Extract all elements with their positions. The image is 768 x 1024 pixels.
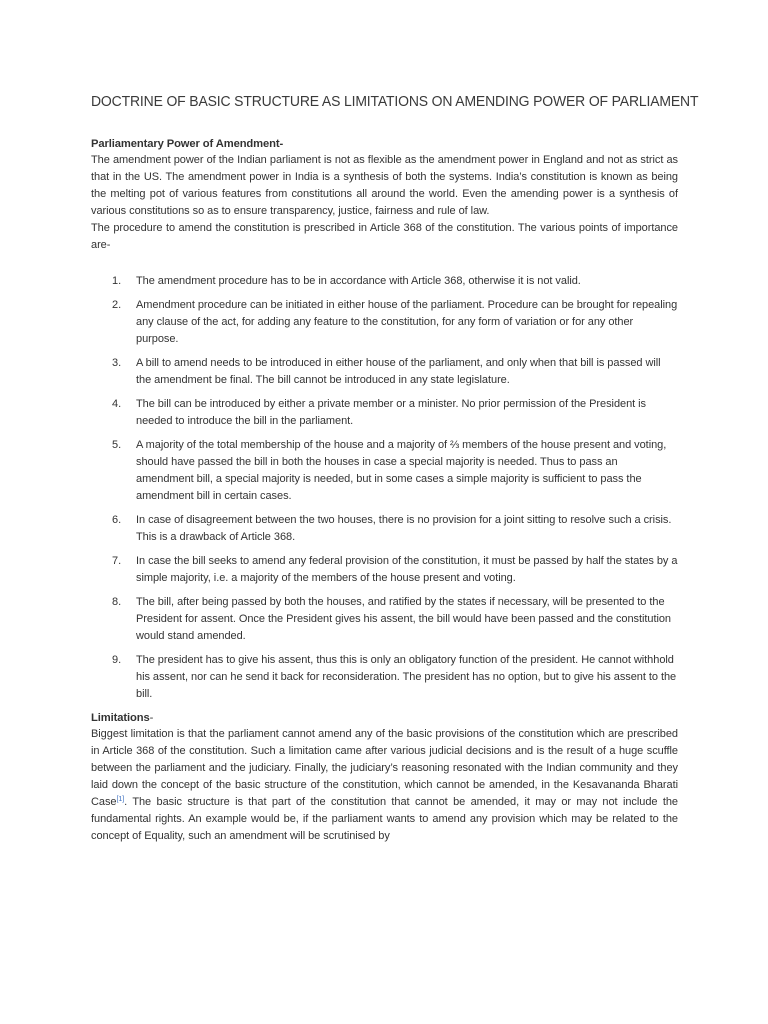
list-item-text: The bill can be introduced by either a private member or a minister. No prior permission of the President is needed to introduce the bill in the parliament.: [136, 398, 647, 427]
list-item-text: A bill to amend needs to be introduced in either house of the parliament, and only when that bill is passed will the amendment be final. The bill cannot be introduced in any state legislature.: [136, 357, 661, 386]
limitations-text-part2: . The basic structure is that part of the constitution that cannot be amended, it may or may not include the fundamental rights. An example would be, if the parliament wants to amend any provision which may be related to the concept of Equality, such an amendment will be scrutinised by: [91, 796, 678, 842]
list-item-number: 5.: [112, 439, 122, 451]
paragraph-procedure: The procedure to amend the constitution is prescribed in Article 368 of the constitution. The various points of importance are-: [91, 222, 678, 251]
limitations-heading-text: Limitations: [91, 712, 150, 724]
list-item: [91, 594, 678, 645]
list-item: [91, 355, 678, 389]
list-item: [91, 396, 678, 430]
list-item-text: The president has to give his assent, thus this is only an obligatory function of the president. He cannot withhold his assent, nor can he send it back for reconsideration. The president has no option, but to give his assent to the bill.: [136, 654, 677, 700]
limitations-text-part1: Biggest limitation is that the parliament cannot amend any of the basic provisions of the constitution which are prescribed in Article 368 of the constitution. Such a limitation came after various judicial decisions and is the result of a huge scuffle between the parliament and the judiciary. Finally, the judiciary’s reasoning resonated with the Indian community and they laid down the concept of the basic structure of the constitution, which cannot be amended, in the Kesavananda Bharati Case: [91, 728, 678, 808]
list-item-number: 6.: [112, 514, 122, 526]
document-title: DOCTRINE OF BASIC STRUCTURE AS LIMITATIONS ON AMENDING POWER OF PARLIAMENT: [91, 94, 699, 110]
list-item: [91, 652, 678, 703]
document-page: [91, 93, 699, 845]
points-list: [91, 273, 678, 703]
list-item-number: 1.: [112, 275, 122, 287]
section-heading-limitations: [91, 710, 678, 726]
list-item-number: 9.: [112, 654, 122, 666]
list-item-number: 7.: [112, 555, 122, 567]
list-item: [91, 512, 678, 546]
list-item: [91, 553, 678, 587]
list-item: [91, 297, 678, 348]
paragraph-amendment-power: The amendment power of the Indian parliament is not as flexible as the amendment power in England and not as strict as that in the US. The amendment power in India is a synthesis of both the systems. India’s constitution is known as being the melting pot of various features from constitutions all around the world. Even the amending power is a synthesis of various constitutions so as to ensure transparency, justice, fairness and rule of law.: [91, 154, 678, 217]
list-item: [91, 437, 678, 505]
paragraph-limitations: [91, 726, 678, 845]
list-item-text: In case the bill seeks to amend any federal provision of the constitution, it must be passed by half the states by a simple majority, i.e. a majority of the members of the house present and voting.: [136, 555, 678, 584]
section-heading-amendment-power: Parliamentary Power of Amendment-: [91, 138, 284, 150]
list-item-number: 4.: [112, 398, 122, 410]
footnote-reference-link[interactable]: [1]: [116, 796, 125, 803]
limitations-heading-suffix: -: [149, 712, 154, 724]
list-item-number: 3.: [112, 357, 122, 369]
list-item-number: 8.: [112, 596, 122, 608]
list-item-text: A majority of the total membership of the house and a majority of ⅔ members of the house present and voting, should have passed the bill in both the houses in case a special majority is needed. Thus to pass an amendment bill, a special majority is needed, but in some cases a simple majority is sufficient to pass the amendment bill in certain cases.: [136, 439, 667, 502]
list-item-text: In case of disagreement between the two houses, there is no provision for a joint sitting to resolve such a crisis. This is a drawback of Article 368.: [136, 514, 672, 543]
list-item-text: The bill, after being passed by both the houses, and ratified by the states if necessary, will be presented to the President for assent. Once the President gives his assent, the bill would have been passed and the constitution would stand amended.: [136, 596, 672, 642]
list-item-text: The amendment procedure has to be in accordance with Article 368, otherwise it is not valid.: [136, 275, 581, 287]
list-item-text: Amendment procedure can be initiated in either house of the parliament. Procedure can be brought for repealing any clause of the act, for adding any feature to the constitution, for any form of variation or for any other purpose.: [136, 299, 678, 345]
list-item-number: 2.: [112, 299, 122, 311]
list-item: [91, 273, 678, 290]
